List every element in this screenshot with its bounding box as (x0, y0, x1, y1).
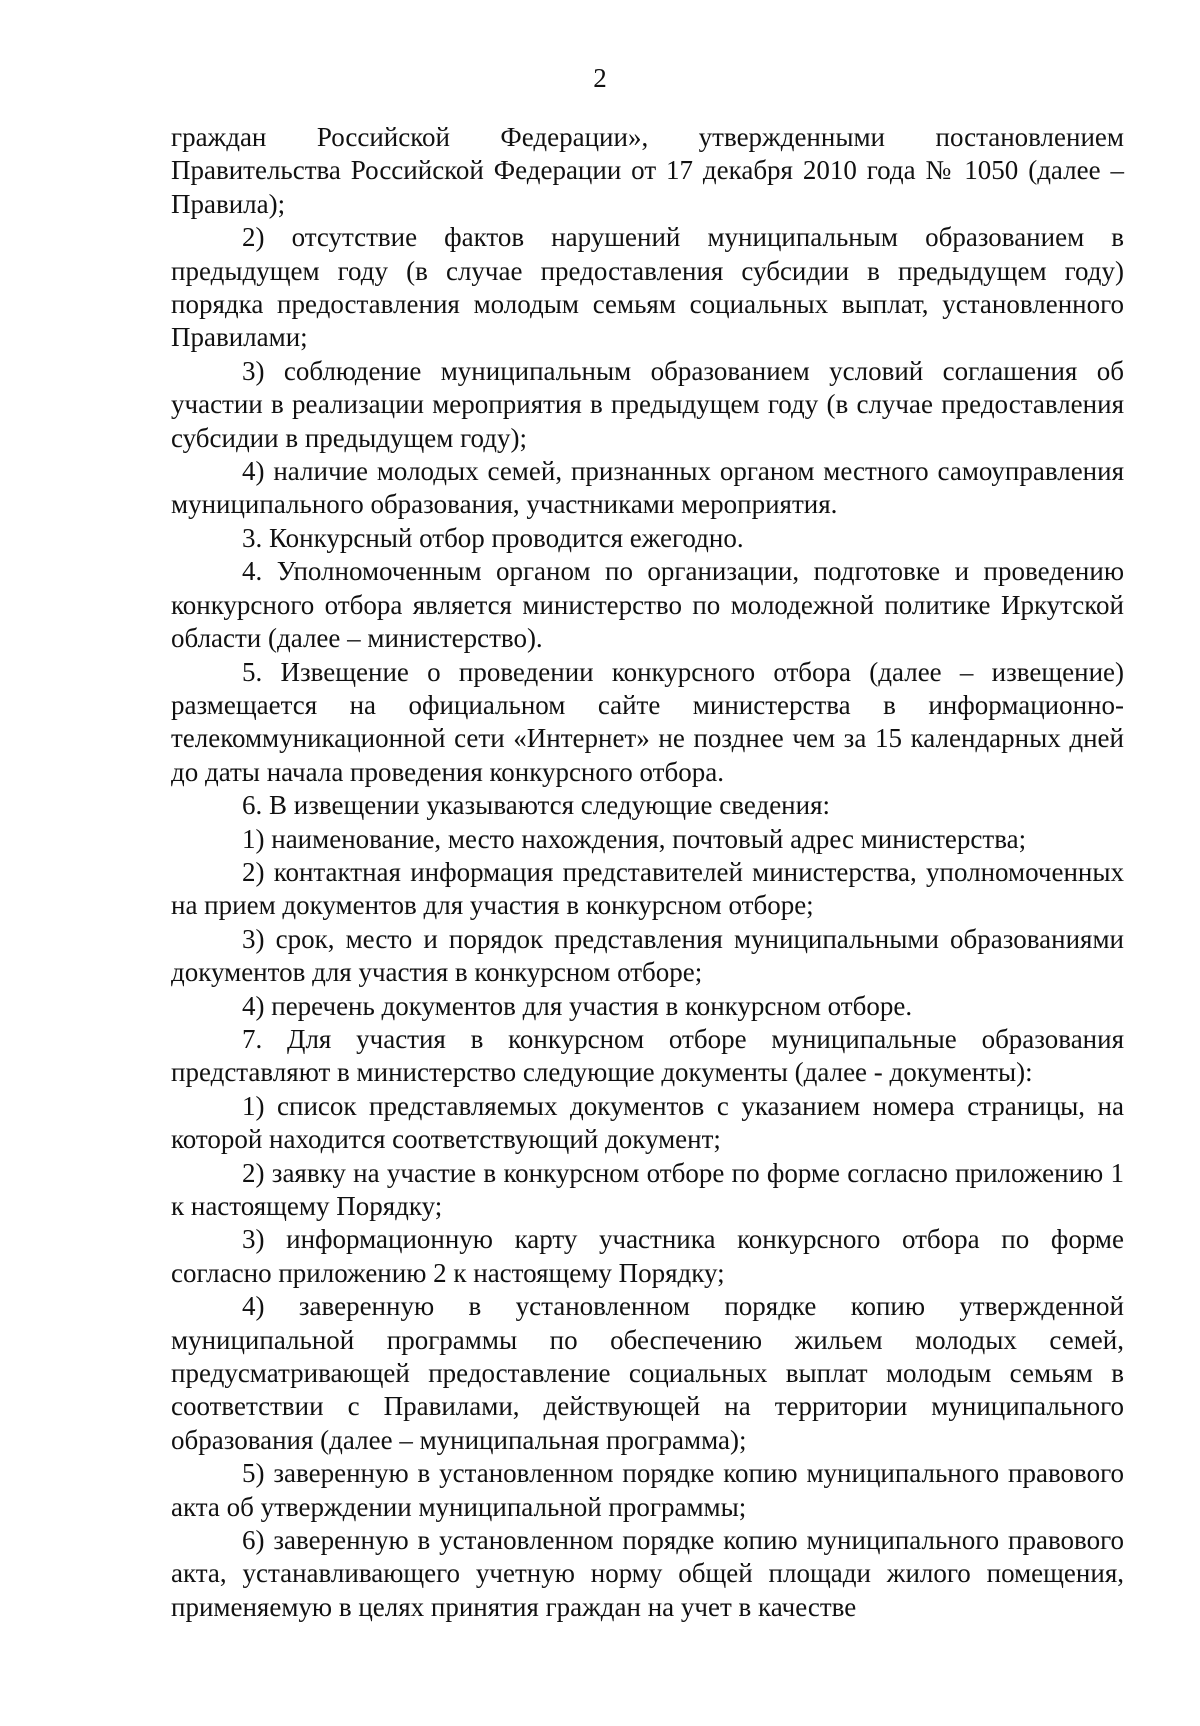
paragraph-clause-7-item-5: 5) заверенную в установленном порядке копию муниципального правового акта об утверждении муниципальной программы; (171, 1458, 1124, 1522)
paragraph-clause-4: 4. Уполномоченным органом по организации, подготовке и проведению конкурсного отбора является министерство по молодежной политике Иркутской области (далее – министерство). (171, 556, 1124, 654)
paragraph-clause-6-item-4: 4) перечень документов для участия в конкурсном отборе. (242, 990, 913, 1021)
document-body (171, 121, 1124, 1624)
paragraph-item-4: 4) наличие молодых семей, признанных органом местного самоуправления муниципального образования, участниками мероприятия. (171, 456, 1124, 520)
paragraph-clause-6-item-3: 3) срок, место и порядок представления муниципальными образованиями документов для участия в конкурсном отборе; (171, 923, 1124, 988)
paragraph-item-3: 3) соблюдение муниципальным образованием условий соглашения об участии в реализации мероприятия в предыдущем году (в случае предоставления субсидии в предыдущем году); (171, 355, 1124, 453)
paragraph-clause-6-item-2: 2) контактная информация представителей министерства, уполномоченных на прием документов для участия в конкурсном отборе; (171, 856, 1124, 921)
paragraph-clause-7-item-4: 4) заверенную в установленном порядке копию утвержденной муниципальной программы по обеспечению жильем молодых семей, предусматривающей предоставление социальных выплат молодым семьям в соответствии с Правилами, действующей на территории муниципального образования (далее – муниципальная программа); (171, 1291, 1124, 1455)
paragraph-item-2: 2) отсутствие фактов нарушений муниципальным образованием в предыдущем году (в случае предоставления субсидии в предыдущем году) порядка предоставления молодым семьям социальных выплат, установленного Правилами; (171, 222, 1124, 353)
paragraph-clause-7-item-2: 2) заявку на участие в конкурсном отборе по форме согласно приложению 1 к настоящему Порядку; (171, 1157, 1124, 1221)
paragraph-clause-5: 5. Извещение о проведении конкурсного отбора (далее – извещение) размещается на официальном сайте министерства в информационно-телекоммуникационной сети «Интернет» не позднее чем за 15 календарных дней до даты начала проведения конкурсного отбора. (171, 656, 1124, 787)
paragraph-clause-7: 7. Для участия в конкурсном отборе муниципальные образования представляют в министерство следующие документы (далее - документы): (171, 1023, 1124, 1088)
paragraph-clause-6: 6. В извещении указываются следующие сведения: (242, 790, 831, 821)
paragraph-clause-7-item-1: 1) список представляемых документов с указанием номера страницы, на которой находится соответствующий документ; (171, 1090, 1124, 1155)
paragraph-clause-7-item-3: 3) информационную карту участника конкурсного отбора по форме согласно приложению 2 к настоящему Порядку; (171, 1224, 1124, 1288)
paragraph-clause-7-item-6: 6) заверенную в установленном порядке копию муниципального правового акта, устанавливающего учетную норму общей площади жилого помещения, применяемую в целях принятия граждан на учет в качестве (171, 1525, 1124, 1622)
paragraph-clause-3: 3. Конкурсный отбор проводится ежегодно. (242, 522, 744, 553)
page-number: 2 (593, 63, 607, 93)
paragraph-continuation: граждан Российской Федерации», утвержденными постановлением Правительства Российской Федерации от 17 декабря 2010 года № 1050 (далее – Правила); (171, 122, 1124, 219)
paragraph-clause-6-item-1: 1) наименование, место нахождения, почтовый адрес министерства; (242, 823, 1027, 854)
